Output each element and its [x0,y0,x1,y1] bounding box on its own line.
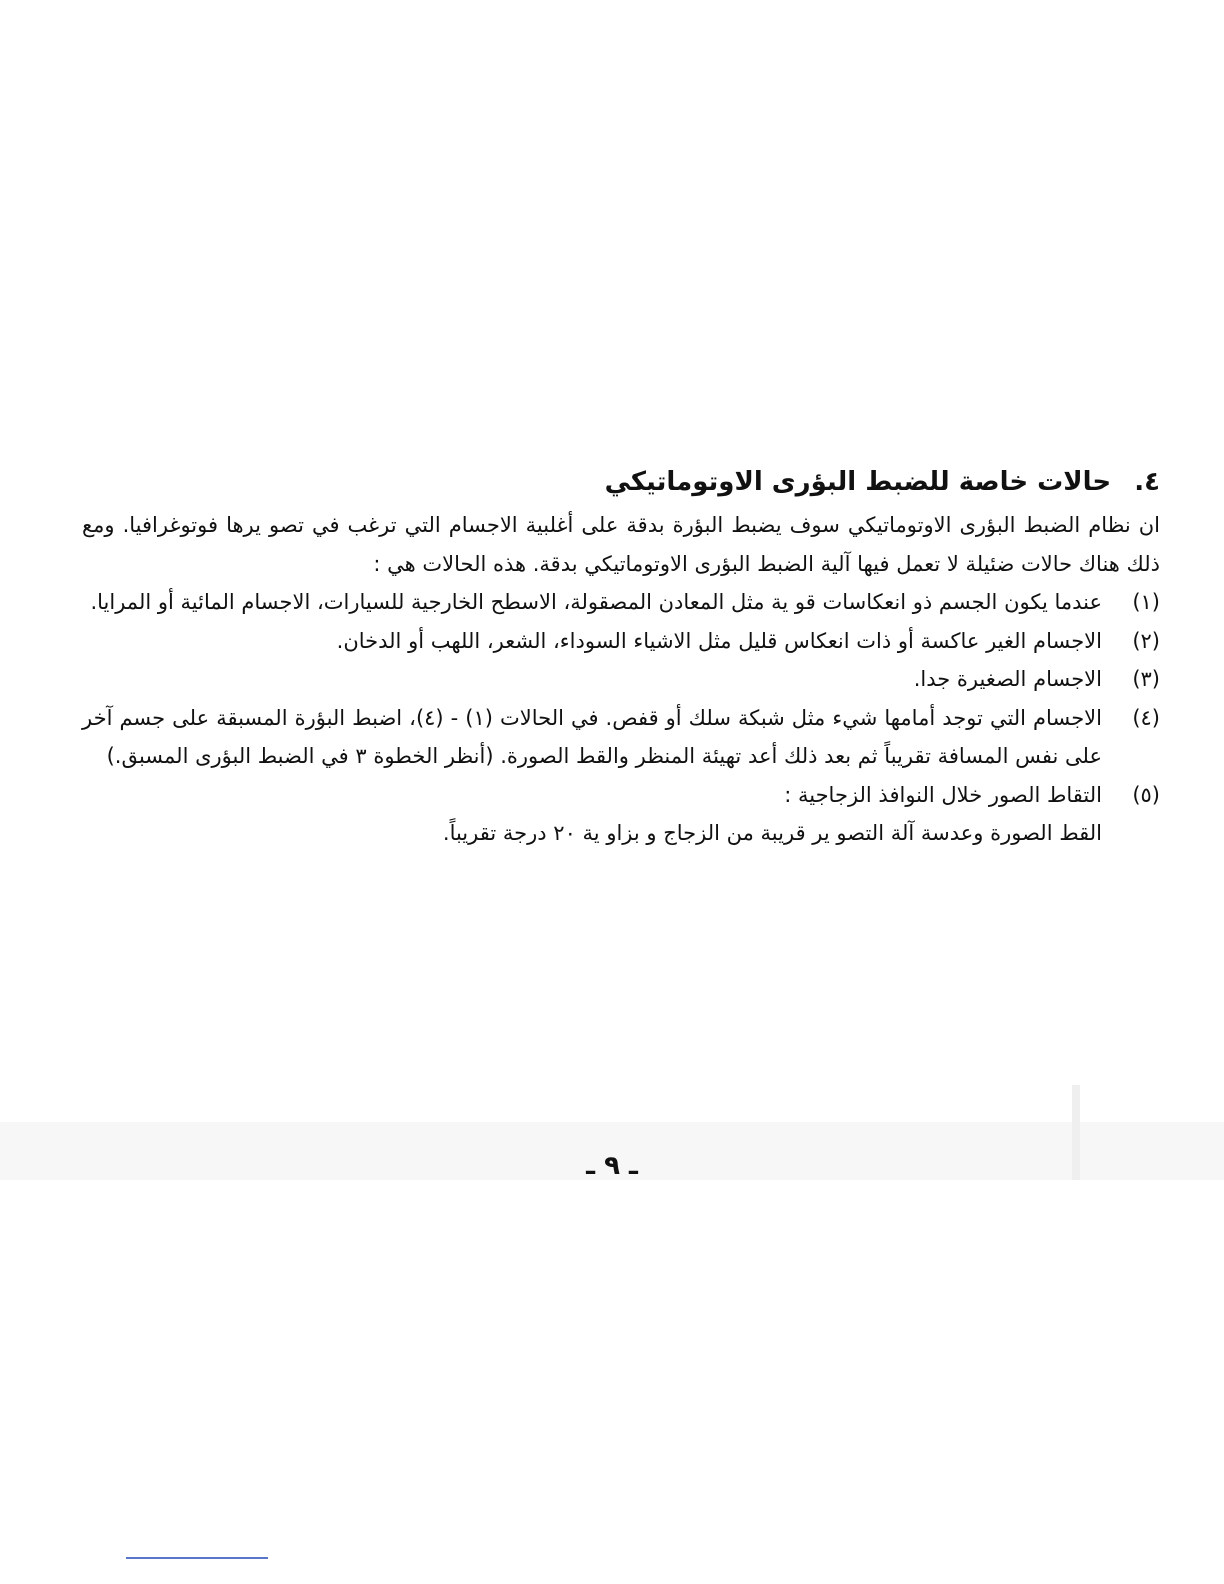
list-item [82,660,1160,699]
list-item [82,583,1160,622]
intro-paragraph: ان نظام الضبط البؤرى الاوتوماتيكي سوف يضبط البؤرة بدقة على أغلبية الاجسام التي ترغب في تصو يرها فوتوغرافيا. ومع ذلك هناك حالات ضئيلة لا تعمل فيها آلية الضبط البؤرى الاوتوماتيكي بدقة. هذه الحالات هي : [82,513,1160,576]
cases-list [82,583,1160,853]
list-item-marker: (١) [1132,590,1160,614]
list-item-subtext: القط الصورة وعدسة آلة التصو ير قريبة من الزجاج و بزاو ية ٢٠ درجة تقريباً. [442,821,1102,845]
list-item-text: الاجسام التي توجد أمامها شيء مثل شبكة سلك أو قفص. في الحالات (١) - (٤)، اضبط البؤرة المسبقة على جسم آخر على نفس المسافة تقريباً ثم بعد ذلك أعد تهيئة المنظر والقط الصورة. (أنظر الخطوة ٣ في الضبط البؤرى المسبق.) [82,705,1102,768]
section-heading [82,462,1160,502]
list-item [82,776,1160,853]
page-number: ـ ٩ ـ [586,1151,638,1181]
list-item-marker: (٥) [1132,782,1160,807]
list-item-text: التقاط الصور خلال النوافذ الزجاجية : [784,782,1102,807]
list-item-body [82,776,1102,853]
section-number: ٤. [1134,467,1160,497]
list-item-text: الاجسام الغير عاكسة أو ذات انعكاس قليل مثل الاشياء السوداء، الشعر، اللهب أو الدخان. [336,628,1102,653]
list-item-text: عندما يكون الجسم ذو انعكاسات قو ية مثل المعادن المصقولة، الاسطح الخارجية للسيارات، الاجسام المائية أو المرايا. [90,590,1102,614]
list-item-marker: (٤) [1132,705,1160,730]
scan-smudge [1072,1085,1080,1180]
content-block [82,462,1160,853]
list-item-marker: (٢) [1132,628,1160,653]
list-item [82,699,1160,776]
list-item-marker: (٣) [1132,667,1160,691]
section-title: حالات خاصة للضبط البؤرى الاوتوماتيكي [604,467,1112,497]
footnote-rule [126,1557,268,1559]
list-item-text: الاجسام الصغيرة جدا. [913,667,1102,691]
list-item [82,622,1160,661]
